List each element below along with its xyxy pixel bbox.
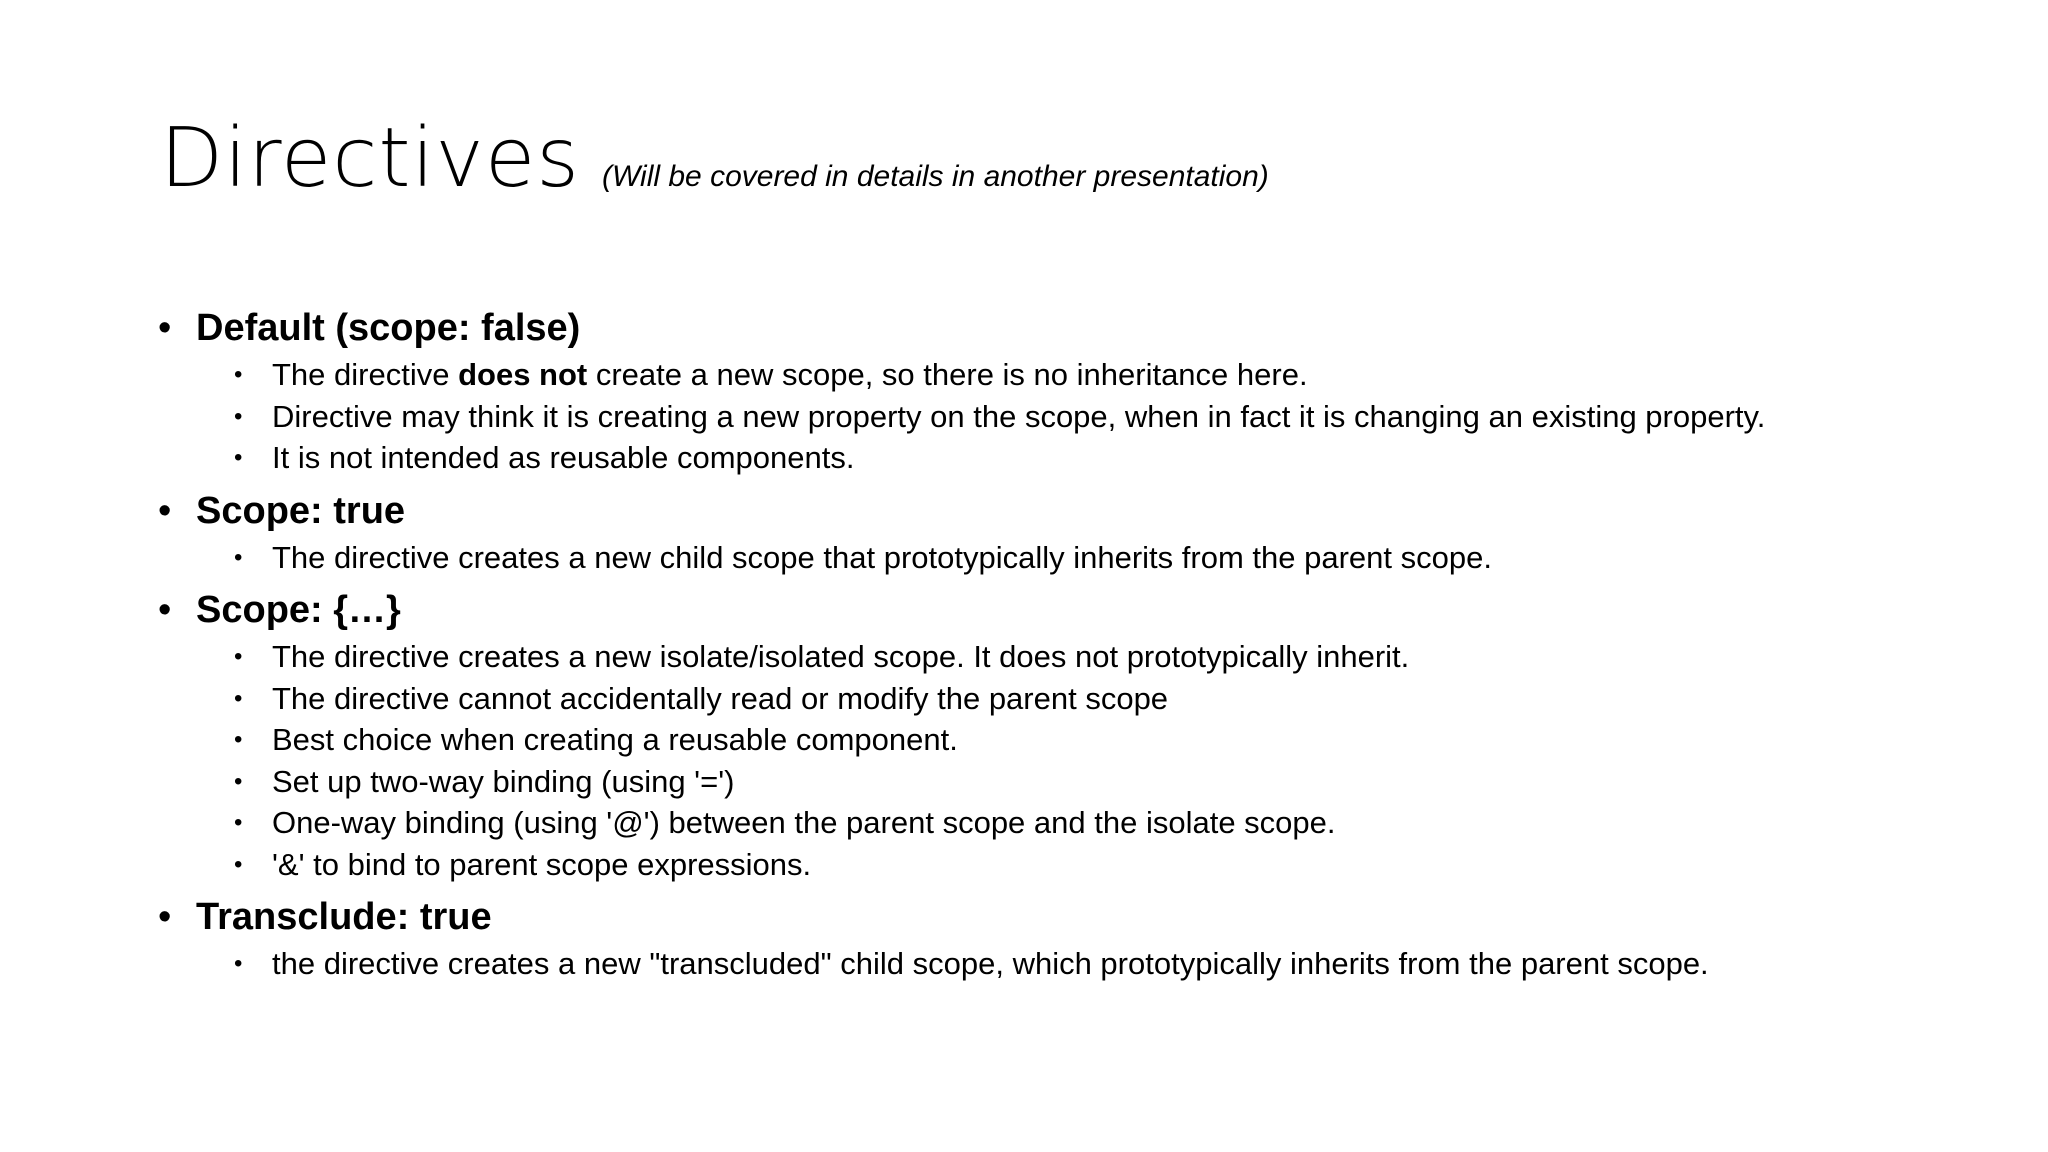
item-text: create a new scope, so there is no inheritance here. <box>587 357 1308 392</box>
section-default <box>158 302 2018 479</box>
list-item: • Set up two-way binding (using '=') <box>234 761 2018 803</box>
list-item: • the directive creates a new "transcluded" child scope, which prototypically inherits from the parent scope. <box>234 943 2018 985</box>
slide-subtitle: (Will be covered in details in another presentation) <box>602 160 1269 193</box>
section-scope-true <box>158 485 2018 579</box>
list-item: • The directive creates a new child scope that prototypically inherits from the parent scope. <box>234 537 2018 579</box>
section-heading: • Default (scope: false) <box>158 302 2018 354</box>
list-item <box>234 354 2018 396</box>
item-text: The directive <box>272 357 459 392</box>
bullet-list <box>158 302 2018 991</box>
slide-title: Directives <box>160 111 580 206</box>
section-heading: • Scope: {…} <box>158 584 2018 636</box>
list-item: • It is not intended as reusable components. <box>234 437 2018 479</box>
section-heading: • Scope: true <box>158 485 2018 537</box>
list-item: • Best choice when creating a reusable component. <box>234 719 2018 761</box>
title-row <box>160 111 1269 206</box>
section-scope-object <box>158 584 2018 885</box>
list-item: • '&' to bind to parent scope expressions. <box>234 844 2018 886</box>
item-bold-text: does not <box>458 357 588 392</box>
section-transclude <box>158 891 2018 985</box>
list-item: • The directive creates a new isolate/isolated scope. It does not prototypically inherit. <box>234 636 2018 678</box>
list-item: • One-way binding (using '@') between the parent scope and the isolate scope. <box>234 802 2018 844</box>
list-item: • The directive cannot accidentally read or modify the parent scope <box>234 678 2018 720</box>
section-heading: • Transclude: true <box>158 891 2018 943</box>
list-item: • Directive may think it is creating a new property on the scope, when in fact it is changing an existing property. <box>234 396 2018 438</box>
